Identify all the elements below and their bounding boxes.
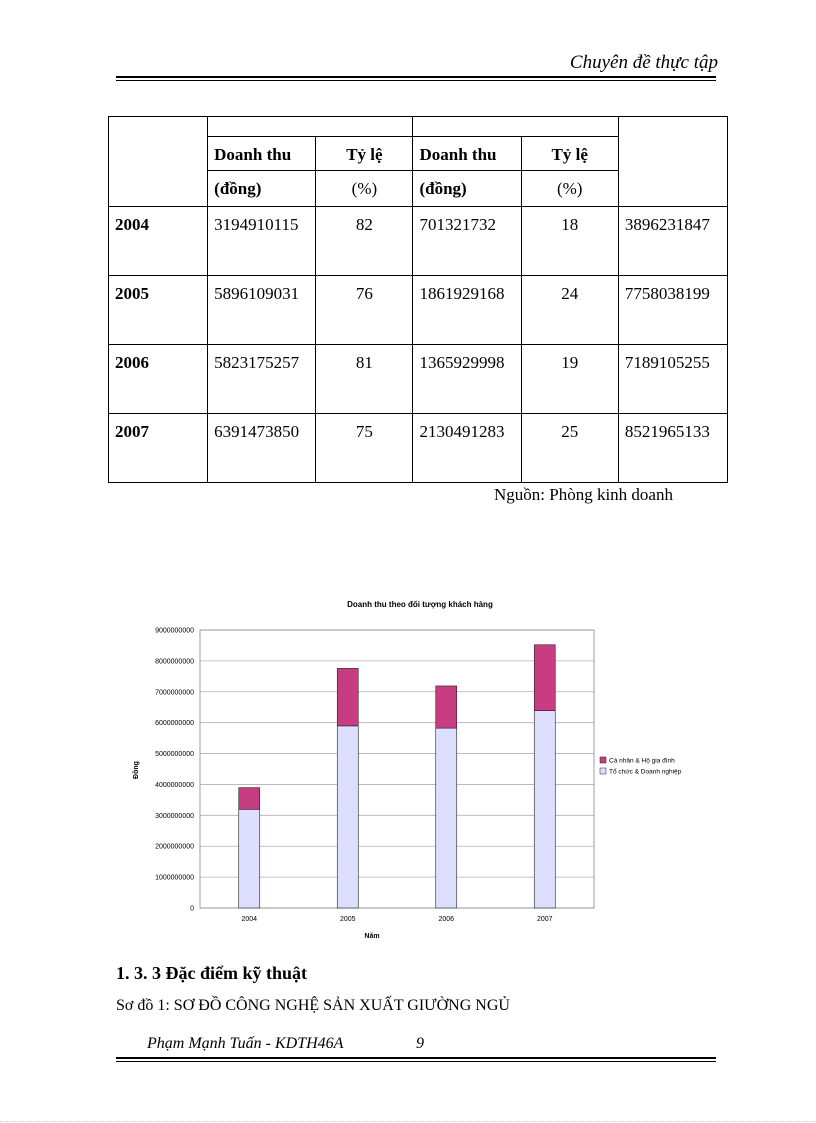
ratio-cell: 76	[316, 276, 413, 345]
page-number: 9	[416, 1035, 424, 1052]
table-cell	[109, 117, 208, 207]
ratio-cell: 81	[316, 345, 413, 414]
column-unit-revenue: (đồng)	[208, 171, 316, 207]
table-cell	[208, 117, 413, 137]
table-cell	[413, 117, 618, 137]
revenue-cell: 5896109031	[208, 276, 316, 345]
chart-y-tick-label: 1000000000	[155, 874, 194, 882]
table-row	[109, 345, 728, 414]
revenue-cell: 6391473850	[208, 414, 316, 483]
column-header-revenue: Doanh thu	[413, 137, 521, 171]
column-unit-ratio: (%)	[316, 171, 413, 207]
total-cell: 7758038199	[618, 276, 727, 345]
revenue-cell: 1365929998	[413, 345, 521, 414]
chart-y-tick-label: 2000000000	[155, 843, 194, 851]
table-source: Nguồn: Phòng kinh doanh	[494, 485, 673, 504]
ratio-cell: 75	[316, 414, 413, 483]
year-cell: 2005	[109, 276, 208, 345]
chart-x-tick-label: 2004	[241, 916, 258, 923]
chart-plot-area	[155, 628, 594, 924]
total-cell: 3896231847	[618, 207, 727, 276]
year-cell: 2004	[109, 207, 208, 276]
footer-rule-thin	[116, 1061, 716, 1062]
revenue-cell: 701321732	[413, 207, 521, 276]
revenue-cell: 2130491283	[413, 414, 521, 483]
footer-author: Phạm Mạnh Tuấn - KDTH46A	[147, 1035, 344, 1052]
revenue-cell: 3194910115	[208, 207, 316, 276]
chart-bar-segment	[337, 668, 358, 726]
header-rule	[116, 76, 716, 78]
chart-y-tick-label: 6000000000	[155, 720, 194, 728]
chart-legend-swatch	[600, 757, 606, 763]
column-unit-revenue: (đồng)	[413, 171, 521, 207]
revenue-cell: 5823175257	[208, 345, 316, 414]
ratio-cell: 25	[521, 414, 618, 483]
chart-y-tick-label: 0	[190, 905, 194, 913]
table-row	[109, 276, 728, 345]
page-bottom-dotted-line	[0, 1121, 816, 1122]
total-cell: 7189105255	[618, 345, 727, 414]
total-cell: 8521965133	[618, 414, 727, 483]
header-rule-thin	[116, 80, 716, 81]
chart-bar-segment	[534, 711, 555, 908]
revenue-table	[108, 116, 728, 483]
table-row	[109, 414, 728, 483]
ratio-cell: 19	[521, 345, 618, 414]
ratio-cell: 82	[316, 207, 413, 276]
chart-bar-segment	[436, 728, 457, 908]
chart-legend-label: Cá nhân & Hộ gia đình	[609, 757, 675, 765]
table-row	[109, 117, 728, 137]
section-title: 1. 3. 3 Đặc điểm kỹ thuật	[116, 963, 308, 983]
ratio-cell: 18	[521, 207, 618, 276]
chart-x-axis-label: Năm	[364, 933, 380, 940]
year-cell: 2006	[109, 345, 208, 414]
chart-y-tick-label: 7000000000	[155, 689, 194, 697]
revenue-chart	[120, 590, 720, 950]
chart-y-axis-label: Đồng	[133, 761, 140, 779]
chart-bar-segment	[436, 686, 457, 728]
table-row	[109, 207, 728, 276]
chart-x-tick-label: 2005	[339, 916, 356, 923]
chart-legend	[600, 757, 682, 776]
ratio-cell: 24	[521, 276, 618, 345]
column-header-ratio: Tỷ lệ	[316, 137, 413, 171]
chart-bar-segment	[239, 809, 260, 908]
chart-bar-segment	[534, 645, 555, 711]
chart-y-tick-label: 8000000000	[155, 658, 194, 666]
chart-legend-swatch	[600, 768, 606, 774]
chart-y-tick-label: 9000000000	[155, 627, 194, 635]
footer-rule	[116, 1057, 716, 1059]
chart-bar-segment	[337, 726, 358, 908]
column-header-ratio: Tỷ lệ	[521, 137, 618, 171]
chart-x-tick-label: 2007	[536, 916, 553, 923]
year-cell: 2007	[109, 414, 208, 483]
chart-legend-label: Tổ chức & Doanh nghiệp	[609, 768, 682, 776]
table-cell	[618, 117, 727, 207]
chart-y-tick-label: 4000000000	[155, 781, 194, 789]
chart-y-tick-label: 5000000000	[155, 751, 194, 759]
column-header-revenue: Doanh thu	[208, 137, 316, 171]
revenue-cell: 1861929168	[413, 276, 521, 345]
chart-bar-segment	[239, 788, 260, 810]
column-unit-ratio: (%)	[521, 171, 618, 207]
chart-x-tick-label: 2006	[438, 916, 455, 923]
chart-title: Doanh thu theo đối tượng khách hàng	[347, 600, 493, 609]
header-title: Chuyên đề thực tập	[569, 52, 718, 73]
diagram-label: Sơ đồ 1: SƠ ĐỒ CÔNG NGHỆ SẢN XUẤT GIƯỜNG NGỦ	[116, 997, 510, 1014]
chart-y-tick-label: 3000000000	[155, 812, 194, 820]
